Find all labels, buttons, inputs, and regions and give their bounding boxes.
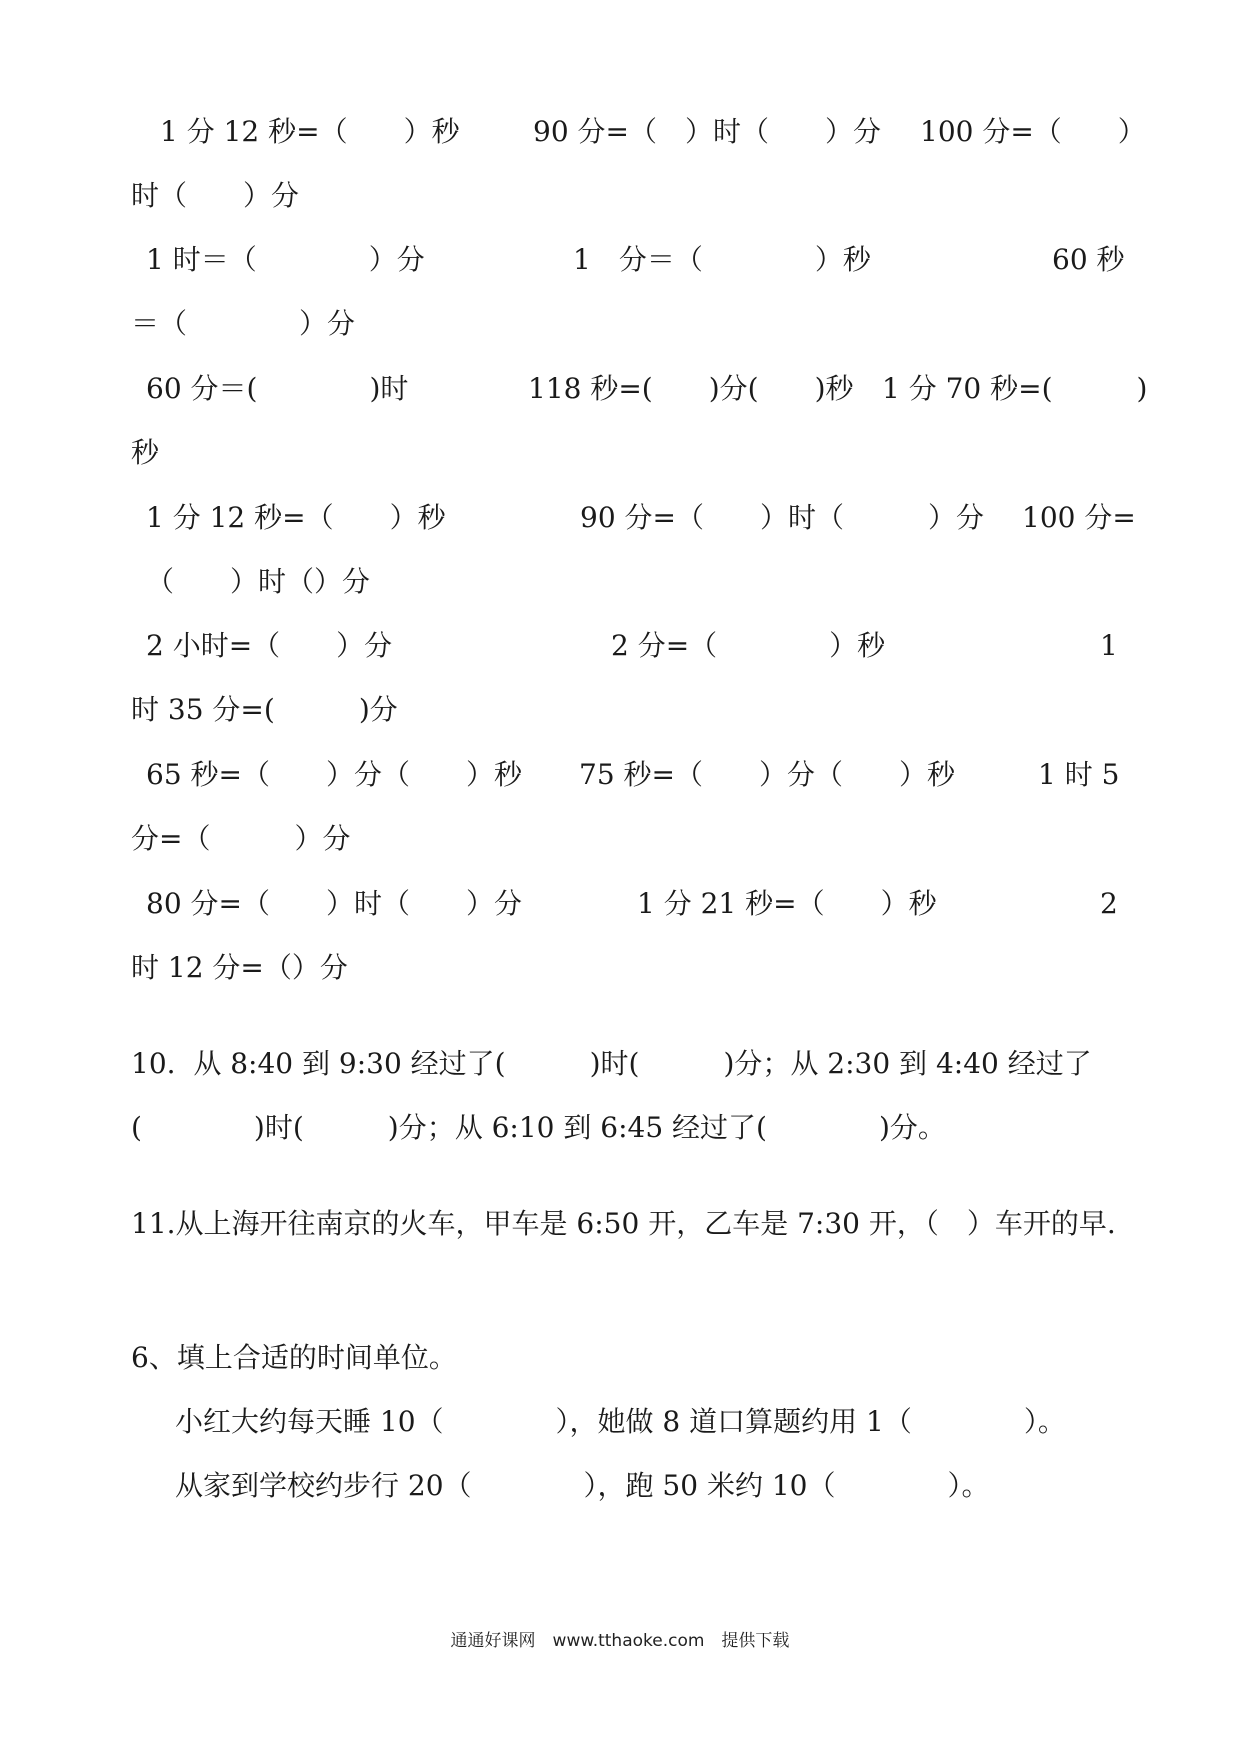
q-line-1c: 100 分=（ ） [920,115,1146,148]
q-line-5b: 118 秒=( )分( )秒 [528,372,854,405]
q-line-11b: 75 秒=（ ）分（ ）秒 [579,758,955,791]
q-line-10a: 时 35 分=( )分 [131,693,398,726]
q-line-13b: 1 分 21 秒=（ ）秒 [637,887,937,920]
q-line-8a: （ ）时（）分 [146,565,371,598]
q-line-9a: 2 小时=（ ）分 [146,629,393,662]
q-line-7c: 100 分= [1022,501,1136,534]
question-10-line-1: 10. 从 8:40 到 9:30 经过了( )时( )分；从 2:30 到 4:40 经过了 [131,1047,1092,1080]
q-line-5a: 60 分＝( )时 [146,372,409,405]
question-6-line-2: 从家到学校约步行 20（ ），跑 50 米约 10（ ）。 [175,1469,990,1502]
q-line-4a: ＝（ ）分 [131,307,356,340]
q-line-13a: 80 分=（ ）时（ ）分 [146,887,522,920]
q-line-1a: 1 分 12 秒=（ ）秒 [160,115,460,148]
q-line-3c: 60 秒 [1052,243,1125,276]
q-line-13c: 2 [1100,887,1118,920]
question-10-line-2: ( )时( )分；从 6:10 到 6:45 经过了( )分。 [131,1111,946,1144]
q-line-9c: 1 [1100,629,1118,662]
q-line-11a: 65 秒=（ ）分（ ）秒 [146,758,522,791]
q-line-5c: 1 分 70 秒=( ) [882,372,1148,405]
page-footer: 通通好课网 www.tthaoke.com 提供下载 [450,1631,790,1651]
q-line-11c: 1 时 5 [1038,758,1120,791]
question-6-line-1: 小红大约每天睡 10（ ），她做 8 道口算题约用 1（ ）。 [175,1405,1066,1438]
question-6-title: 6、填上合适的时间单位。 [131,1341,457,1374]
question-11-line-1: 11.从上海开往南京的火车，甲车是 6:50 开，乙车是 7:30 开，（ ）车开的早. [131,1207,1116,1240]
q-line-9b: 2 分=（ ）秒 [611,629,886,662]
q-line-2a: 时（ ）分 [131,179,300,212]
q-line-6a: 秒 [131,436,160,469]
q-line-12a: 分=（ ）分 [131,822,351,855]
q-line-3a: 1 时＝（ ）分 [146,243,425,276]
q-line-7b: 90 分=（ ）时（ ）分 [580,501,984,534]
q-line-1b: 90 分=（ ）时（ ）分 [533,115,881,148]
q-line-3b: 1 分＝（ ）秒 [573,243,871,276]
q-line-7a: 1 分 12 秒=（ ）秒 [146,501,446,534]
q-line-14a: 时 12 分=（）分 [131,951,348,984]
